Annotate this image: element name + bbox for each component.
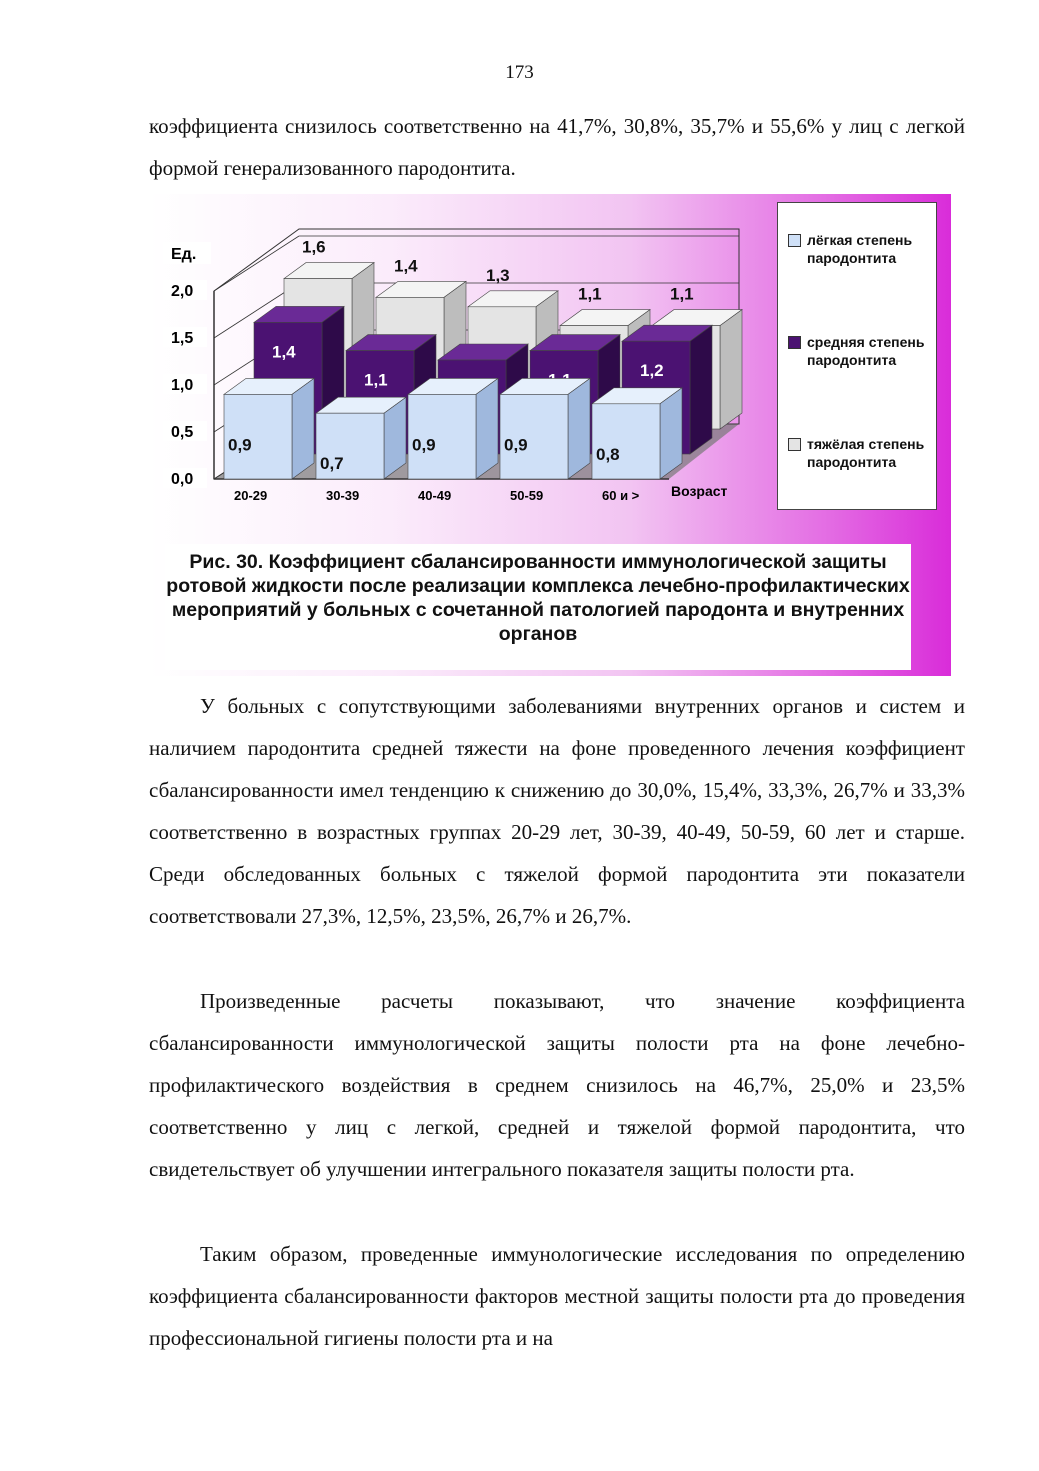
paragraph-continuation: коэффициента снизилось соответственно на 41,7%, 30,8%, 35,7% и 55,6% у лиц с легкой формой генерализованного пародонтита. bbox=[149, 114, 965, 180]
paragraph-3: Таким образом, проведенные иммунологические исследования по определению коэффициента сбалансированности факторов местной защиты полости рта до проведения профессиональной гигиены полости рта и на bbox=[149, 1242, 965, 1350]
x-tick-label: 20-29 bbox=[234, 488, 268, 503]
bar-side bbox=[476, 378, 498, 479]
y-tick-label: 2,0 bbox=[171, 283, 194, 300]
bar-side bbox=[660, 388, 682, 479]
y-tick-label: 1,0 bbox=[171, 377, 194, 394]
bar-value-label: 1,1 bbox=[670, 284, 694, 304]
x-axis-title: Возраст bbox=[671, 483, 728, 499]
legend-item-medium bbox=[788, 333, 931, 369]
bar-value-label: 1,6 bbox=[302, 237, 326, 257]
page-number: 173 bbox=[505, 62, 534, 83]
y-tick-label: 0,5 bbox=[171, 424, 194, 441]
legend-swatch-light bbox=[788, 234, 801, 247]
bar-value-label: 1,4 bbox=[394, 256, 418, 276]
chart-legend bbox=[777, 202, 937, 510]
bar-value-label: 0,9 bbox=[412, 435, 436, 455]
legend-label-severe: тяжёлая степень пародонтита bbox=[807, 436, 925, 470]
bar-side bbox=[292, 378, 314, 479]
legend-item-light bbox=[788, 231, 931, 267]
x-tick-label: 40-49 bbox=[418, 488, 452, 503]
y-tick-label: 0,0 bbox=[171, 471, 194, 488]
x-tick-label: 30-39 bbox=[326, 488, 360, 503]
bar-value-label: 1,1 bbox=[364, 370, 388, 390]
bar-side bbox=[690, 325, 712, 454]
legend-label-light: лёгкая степень пародонтита bbox=[807, 232, 913, 266]
legend-label-medium: средняя степень пародонтита bbox=[807, 334, 925, 368]
legend-swatch-severe bbox=[788, 438, 801, 451]
legend-swatch-medium bbox=[788, 336, 801, 349]
legend-item-severe bbox=[788, 435, 931, 471]
bar bbox=[592, 404, 660, 479]
bar-value-label: 0,8 bbox=[596, 444, 620, 464]
paragraph-1: У больных с сопутствующими заболеваниями внутренних органов и систем и наличием пародонтита средней тяжести на фоне проведенного лечения коэффициент сбалансированности имел тенденцию к снижению до 30,0%, 15,4%, 33,3%, 26,7% и 33,3% соответственно в возрастных группах 20-29 лет, 30-39, 40-49, 50-59, 60 лет и старше. Среди обследованных больных с тяжелой формой пародонтита эти показатели соответствовали 27,3%, 12,5%, 23,5%, 26,7% и 26,7%. bbox=[149, 694, 965, 928]
paragraph-2: Произведенные расчеты показывают, что значение коэффициента сбалансированности иммунологической защиты полости рта на фоне лечебно-профилактического воздействия в среднем снизилось на 46,7%, 25,0% и 23,5% соответственно у лиц с легкой, средней и тяжелой формой пародонтита, что свидетельствует об улучшении интегрального показателя защиты полости рта. bbox=[149, 989, 965, 1181]
bar-value-label: 1,1 bbox=[578, 284, 602, 304]
bar-value-label: 1,4 bbox=[272, 342, 296, 362]
bar-value-label: 1,2 bbox=[640, 361, 664, 381]
bar-value-label: 0,7 bbox=[320, 454, 344, 474]
bar-value-label: 0,9 bbox=[504, 435, 528, 455]
x-tick-label: 50-59 bbox=[510, 488, 544, 503]
figure-caption: Рис. 30. Коэффициент сбалансированности иммунологической защиты ротовой жидкости после реализации комплекса лечебно-профилактических мероприятий у больных с сочетанной патологией пародонта и внутренних органов bbox=[165, 544, 911, 670]
bar-side bbox=[568, 378, 590, 479]
y-tick-label: 1,5 bbox=[171, 330, 194, 347]
y-axis-title: Ед. bbox=[171, 246, 197, 263]
bar-value-label: 0,9 bbox=[228, 435, 252, 455]
x-tick-label: 60 и > bbox=[602, 488, 640, 503]
figure-30 bbox=[149, 194, 951, 676]
bar-side bbox=[720, 310, 742, 429]
bar-value-label: 1,3 bbox=[486, 265, 510, 285]
